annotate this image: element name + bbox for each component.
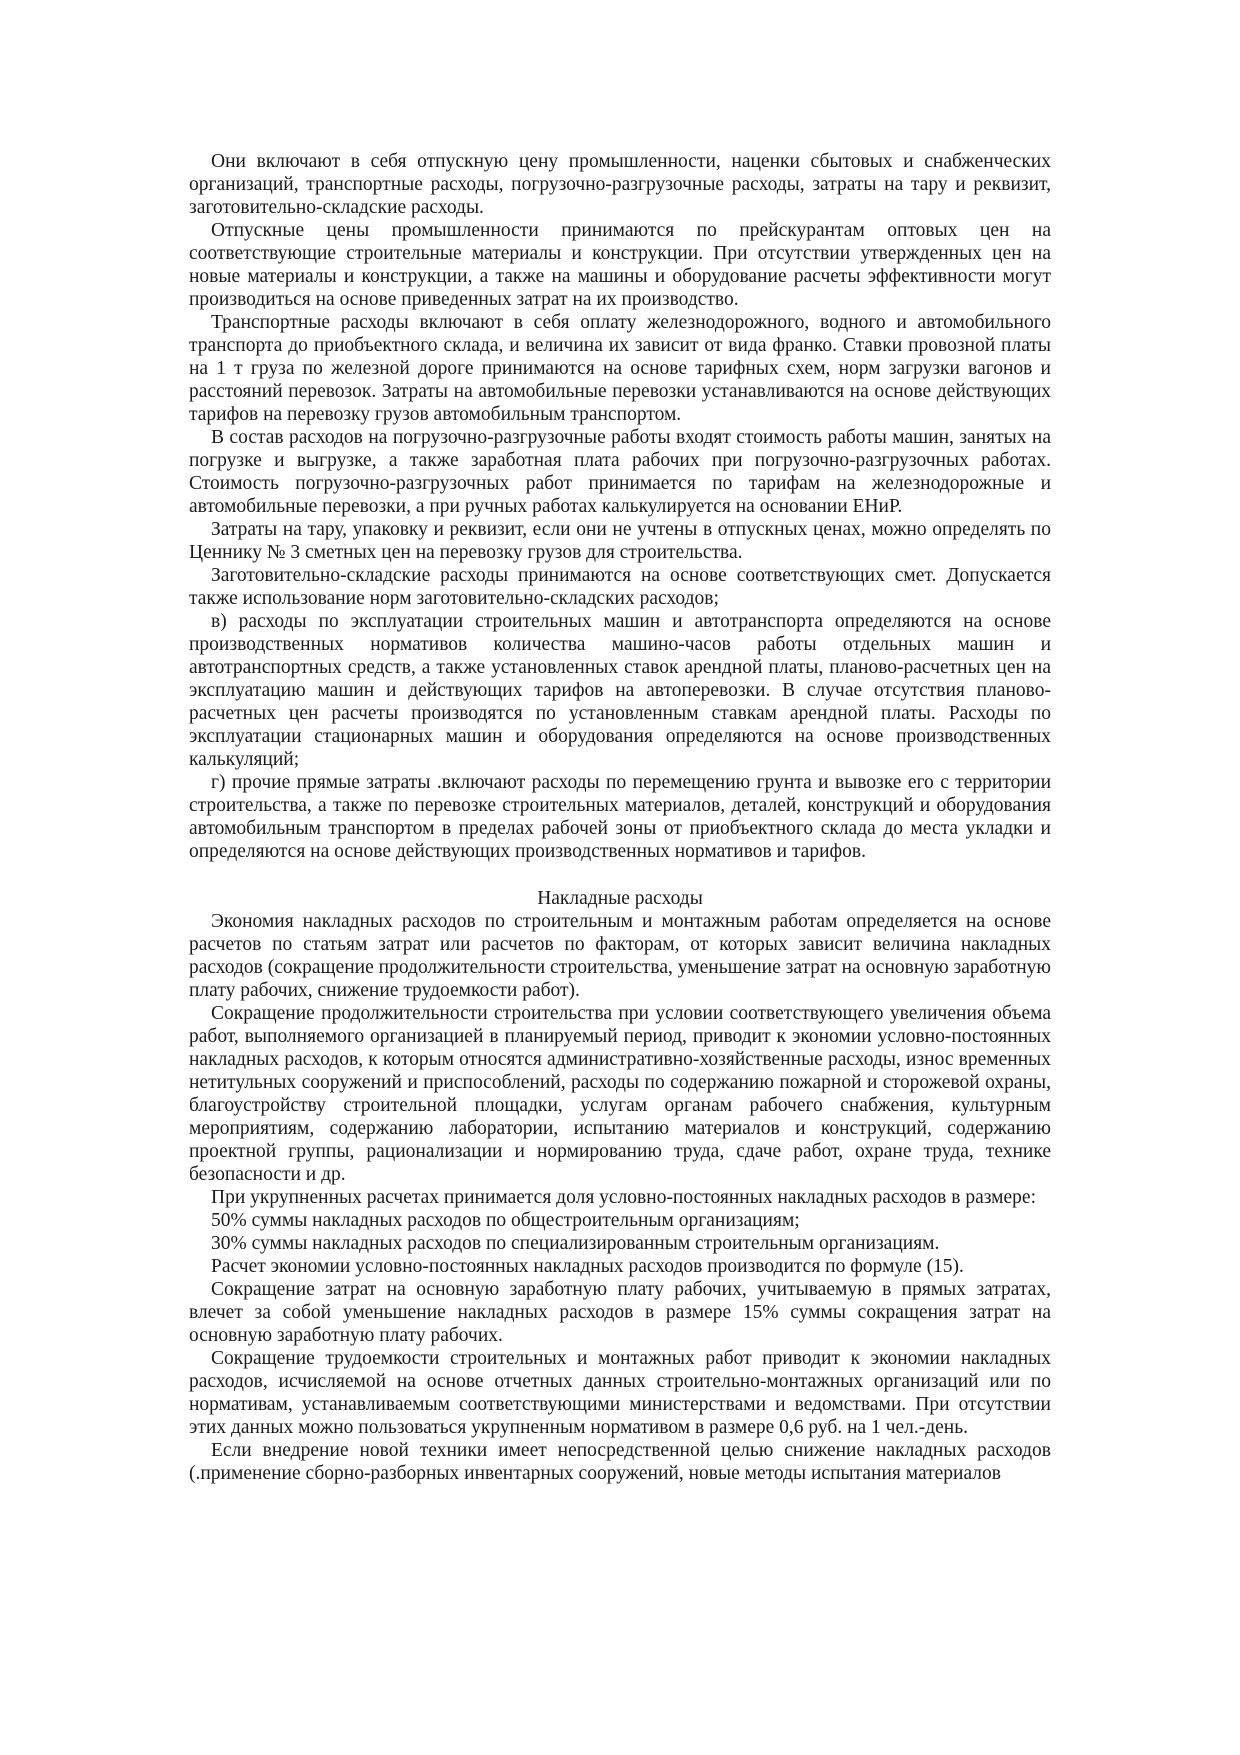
paragraph: г) прочие прямые затраты .включают расходы по перемещению грунта и вывозке его с территории строительства, а также по перевозке строительных материалов, деталей, конструкций и оборудования автомобильным транспортом в пределах рабочей зоны от приобъектного склада до места укладки и определяются на основе действующих производственных нормативов и тарифов.	[189, 772, 1051, 862]
section-heading: Накладные расходы	[537, 888, 703, 909]
paragraph: Затраты на тару, упаковку и реквизит, если они не учтены в отпускных ценах, можно определять по Ценнику № 3 сметных цен на перевозку грузов для строительства.	[189, 519, 1051, 563]
paragraph: В состав расходов на погрузочно-разгрузочные работы входят стоимость работы машин, занятых на погрузке и выгрузке, а также заработная плата рабочих при погрузочно-разгрузочных работах. Стоимость погрузочно-разгрузочных работ принимается по тарифам на железнодорожные и автомобильные перевозки, а при ручных работах калькулируется на основании ЕНиР.	[189, 427, 1051, 517]
paragraph: Экономия накладных расходов по строительным и монтажным работам определяется на основе расчетов по статьям затрат или расчетов по факторам, от которых зависит величина накладных расходов (сокращение продолжительности строительства, уменьшение затрат на основную заработную плату рабочих, снижение трудоемкости работ).	[189, 911, 1051, 1001]
paragraph: Сокращение трудоемкости строительных и монтажных работ приводит к экономии накладных расходов, исчисляемой на основе отчетных данных строительно-монтажных организаций или по нормативам, устанавливаемым соответствующими министерствами и ведомствами. При отсутствии этих данных можно пользоваться укрупненным нормативом в размере 0,6 руб. на 1 чел.-день.	[189, 1348, 1051, 1438]
paragraph: Отпускные цены промышленности принимаются по прейскурантам оптовых цен на соответствующие строительные материалы и конструкции. При отсутствии утвержденных цен на новые материалы и конструкции, а также на машины и оборудование расчеты эффективности могут производиться на основе приведенных затрат на их производство.	[189, 220, 1051, 310]
paragraph: Если внедрение новой техники имеет непосредственной целью снижение накладных расходов (.применение сборно-разборных инвентарных сооружений, новые методы испытания материалов	[189, 1440, 1051, 1484]
paragraph: 50% суммы накладных расходов по общестроительным организациям;	[211, 1210, 800, 1231]
paragraph: Они включают в себя отпускную цену промышленности, наценки сбытовых и снабженческих организаций, транспортные расходы, погрузочно-разгрузочные расходы, затраты на тару и реквизит, заготовительно-складские расходы.	[189, 151, 1051, 218]
section-overhead-costs	[189, 910, 1051, 1485]
document-page	[189, 150, 1051, 1485]
paragraph: При укрупненных расчетах принимается доля условно-постоянных накладных расходов в размере:	[211, 1187, 1036, 1208]
paragraph: в) расходы по эксплуатации строительных машин и автотранспорта определяются на основе производственных нормативов количества машино-часов работы отдельных машин и автотранспортных средств, а также установленных ставок арендной платы, планово-расчетных цен на эксплуатацию машин и действующих тарифов на автоперевозки. В случае отсутствия планово-расчетных цен расчеты производятся по установленным ставкам арендной платы. Расходы по эксплуатации стационарных машин и оборудования определяются на основе производственных калькуляций;	[189, 611, 1051, 770]
paragraph: Транспортные расходы включают в себя оплату железнодорожного, водного и автомобильного транспорта до приобъектного склада, и величина их зависит от вида франко. Ставки провозной платы на 1 т груза по железной дороге принимаются на основе тарифных схем, норм загрузки вагонов и расстояний перевозок. Затраты на автомобильные перевозки устанавливаются на основе действующих тарифов на перевозку грузов автомобильным транспортом.	[189, 312, 1051, 425]
paragraph: Заготовительно-складские расходы принимаются на основе соответствующих смет. Допускается также использование норм заготовительно-складских расходов;	[189, 565, 1051, 609]
paragraph: Расчет экономии условно-постоянных накладных расходов производится по формуле (15).	[211, 1256, 964, 1277]
paragraph: Сокращение затрат на основную заработную плату рабочих, учитываемую в прямых затратах, влечет за собой уменьшение накладных расходов в размере 15% суммы сокращения затрат на основную заработную плату рабочих.	[189, 1279, 1051, 1346]
paragraph: 30% суммы накладных расходов по специализированным строительным организациям.	[211, 1233, 940, 1254]
paragraph: Сокращение продолжительности строительства при условии соответствующего увеличения объема работ, выполняемого организацией в планируемый период, приводит к экономии условно-постоянных накладных расходов, к которым относятся административно-хозяйственные расходы, износ временных нетитульных сооружений и приспособлений, расходы по содержанию пожарной и сторожевой охраны, благоустройству строительной площадки, услугам органам рабочего снабжения, культурным мероприятиям, содержанию лаборатории, испытанию материалов и конструкций, содержанию проектной группы, рационализации и нормированию труда, сдаче работ, охране труда, технике безопасности и др.	[189, 1003, 1051, 1185]
section-material-costs	[189, 150, 1051, 863]
